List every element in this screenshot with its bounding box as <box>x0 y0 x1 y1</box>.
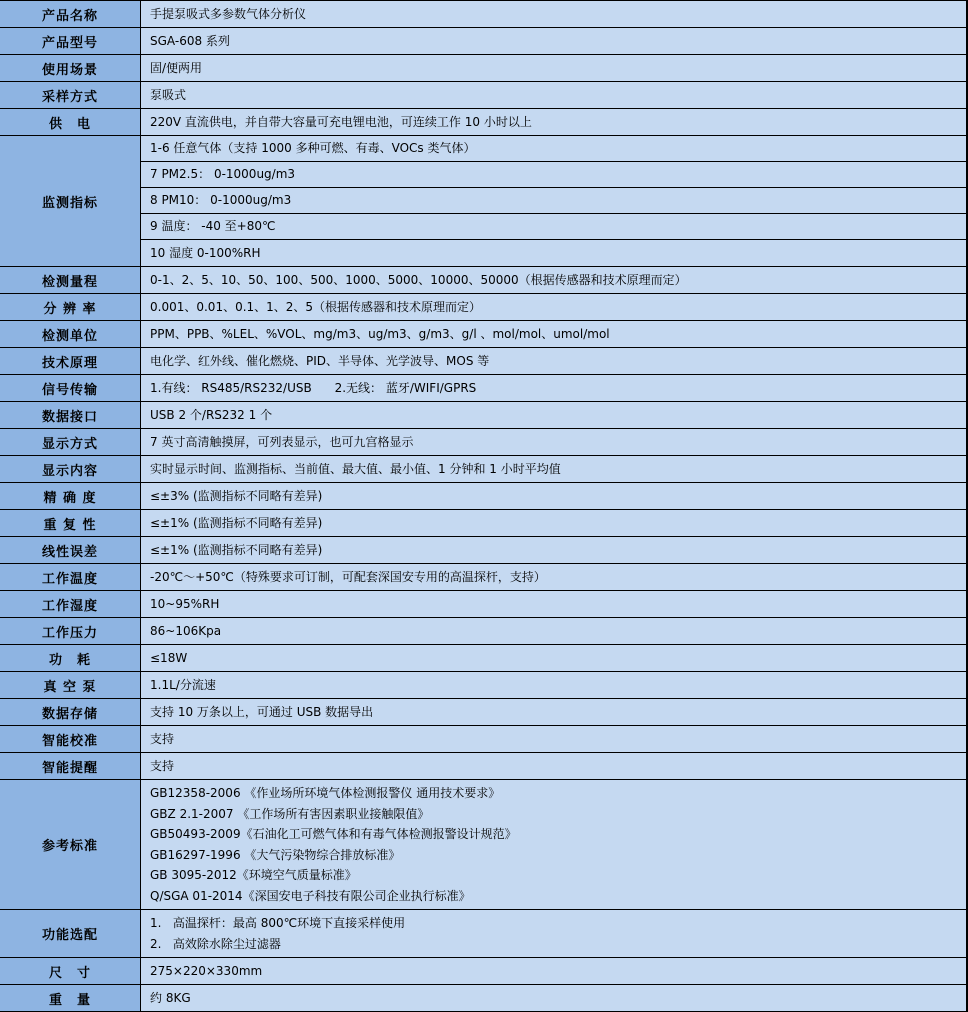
spec-row-values <box>141 780 966 909</box>
spec-value-cell <box>141 699 966 725</box>
spec-value-cell <box>141 136 966 162</box>
spec-value-cell <box>141 1 966 27</box>
spec-row-values <box>141 564 966 590</box>
spec-row-values <box>141 645 966 671</box>
spec-row-label: 数据接口 <box>0 402 141 428</box>
spec-row <box>0 564 966 591</box>
spec-row-label: 精 确 度 <box>0 483 141 509</box>
spec-value-line: 8 PM10： 0-1000ug/m3 <box>150 193 292 208</box>
spec-row-values <box>141 136 966 266</box>
spec-value-line: 10 湿度 0-100%RH <box>150 245 261 260</box>
spec-value-line: 2. 高效除水除尘过滤器 <box>150 936 281 951</box>
spec-value-cell <box>141 910 966 957</box>
spec-row-values <box>141 348 966 374</box>
spec-value-cell <box>141 564 966 590</box>
spec-row-label: 重 复 性 <box>0 510 141 536</box>
spec-value-line: 10~95%RH <box>150 596 220 611</box>
spec-row <box>0 55 966 82</box>
spec-value-line: 手提泵吸式多参数气体分析仪 <box>150 6 307 21</box>
spec-value-cell <box>141 780 966 909</box>
spec-row-label: 供 电 <box>0 109 141 135</box>
spec-row <box>0 780 966 910</box>
spec-value-line: ≤±1% (监测指标不同略有差异) <box>150 515 323 530</box>
spec-row-label: 数据存储 <box>0 699 141 725</box>
spec-row-label: 真 空 泵 <box>0 672 141 698</box>
spec-row <box>0 645 966 672</box>
spec-value-line: 0-1、2、5、10、50、100、500、1000、5000、10000、50000（根据传感器和技术原理而定） <box>150 272 687 287</box>
spec-value-cell <box>141 510 966 536</box>
spec-row-values <box>141 321 966 347</box>
spec-row <box>0 28 966 55</box>
spec-value-line: GB12358-2006 《作业场所环境气体检测报警仪 通用技术要求》 <box>150 786 501 800</box>
spec-value-cell <box>141 321 966 347</box>
spec-row-label: 分 辨 率 <box>0 294 141 320</box>
spec-row-label: 线性误差 <box>0 537 141 563</box>
spec-row <box>0 537 966 564</box>
spec-value-cell <box>141 456 966 482</box>
spec-value-cell <box>141 188 966 214</box>
spec-row <box>0 136 966 267</box>
spec-row-label: 尺 寸 <box>0 958 141 984</box>
spec-value-cell <box>141 162 966 188</box>
spec-value-line: 1.1L/分流速 <box>150 677 216 692</box>
spec-value-cell <box>141 240 966 266</box>
spec-value-line: ≤±3% (监测指标不同略有差异) <box>150 488 323 503</box>
spec-row <box>0 483 966 510</box>
spec-row-label: 功 耗 <box>0 645 141 671</box>
spec-value-cell <box>141 375 966 401</box>
spec-value-line: 支持 10 万条以上，可通过 USB 数据导出 <box>150 704 374 719</box>
spec-row-values <box>141 726 966 752</box>
spec-value-cell <box>141 55 966 81</box>
spec-row-label: 检测单位 <box>0 321 141 347</box>
spec-row-values <box>141 699 966 725</box>
spec-row <box>0 456 966 483</box>
spec-row-label: 使用场景 <box>0 55 141 81</box>
spec-row-values <box>141 618 966 644</box>
spec-value-line: PPM、PPB、%LEL、%VOL、mg/m3、ug/m3、g/m3、g/l 、mol/mol、umol/mol <box>150 326 610 341</box>
spec-row-label: 工作压力 <box>0 618 141 644</box>
spec-row-label: 工作温度 <box>0 564 141 590</box>
spec-row-label: 显示内容 <box>0 456 141 482</box>
spec-value-line: ≤±1% (监测指标不同略有差异) <box>150 542 323 557</box>
spec-value-line: 9 温度： -40 至+80℃ <box>150 219 276 234</box>
spec-row <box>0 753 966 780</box>
spec-row <box>0 672 966 699</box>
spec-row-values <box>141 958 966 984</box>
spec-value-line: 实时显示时间、监测指标、当前值、最大值、最小值、1 分钟和 1 小时平均值 <box>150 461 561 476</box>
spec-value-cell <box>141 645 966 671</box>
spec-value-line: Q/SGA 01-2014《深国安电子科技有限公司企业执行标准》 <box>150 888 471 903</box>
spec-value-cell <box>141 82 966 108</box>
spec-value-cell <box>141 985 966 1011</box>
spec-row <box>0 348 966 375</box>
spec-row <box>0 429 966 456</box>
spec-value-cell <box>141 402 966 428</box>
spec-row-values <box>141 28 966 54</box>
spec-row <box>0 402 966 429</box>
spec-row-label: 产品型号 <box>0 28 141 54</box>
spec-row <box>0 726 966 753</box>
spec-value-cell <box>141 672 966 698</box>
spec-row-values <box>141 109 966 135</box>
spec-value-line: USB 2 个/RS232 1 个 <box>150 407 273 422</box>
spec-row <box>0 591 966 618</box>
spec-row-values <box>141 375 966 401</box>
spec-value-line: 86~106Kpa <box>150 623 222 638</box>
spec-row <box>0 958 966 985</box>
spec-row-values <box>141 294 966 320</box>
spec-row <box>0 375 966 402</box>
spec-row-label: 信号传输 <box>0 375 141 401</box>
spec-value-line: ≤18W <box>150 650 188 665</box>
spec-row-label: 检测量程 <box>0 267 141 293</box>
spec-row-label: 工作湿度 <box>0 591 141 617</box>
spec-value-cell <box>141 958 966 984</box>
spec-value-line: 支持 <box>150 731 175 746</box>
spec-row <box>0 699 966 726</box>
spec-value-line: 约 8KG <box>150 990 191 1005</box>
spec-value-line: 7 PM2.5： 0-1000ug/m3 <box>150 167 296 182</box>
spec-value-line: GB16297-1996 《大气污染物综合排放标准》 <box>150 847 401 862</box>
spec-value-line: 泵吸式 <box>150 87 187 102</box>
spec-row-label: 技术原理 <box>0 348 141 374</box>
spec-row <box>0 267 966 294</box>
spec-row-values <box>141 456 966 482</box>
spec-row <box>0 1 966 28</box>
spec-row-values <box>141 82 966 108</box>
spec-value-line: 1. 高温探杆：最高 800℃环境下直接采样使用 <box>150 916 406 930</box>
spec-value-line: 275×220×330mm <box>150 963 263 978</box>
spec-value-cell <box>141 28 966 54</box>
spec-value-cell <box>141 214 966 240</box>
spec-value-line: 7 英寸高清触摸屏，可列表显示，也可九宫格显示 <box>150 434 414 449</box>
spec-value-cell <box>141 429 966 455</box>
spec-row-values <box>141 910 966 957</box>
spec-row-label: 采样方式 <box>0 82 141 108</box>
spec-value-cell <box>141 591 966 617</box>
spec-value-line: 0.001、0.01、0.1、1、2、5（根据传感器和技术原理而定） <box>150 299 482 314</box>
spec-value-cell <box>141 294 966 320</box>
spec-value-cell <box>141 726 966 752</box>
spec-value-line: GBZ 2.1-2007 《工作场所有害因素职业接触限值》 <box>150 806 430 821</box>
spec-row <box>0 82 966 109</box>
spec-row <box>0 510 966 537</box>
spec-row-values <box>141 55 966 81</box>
spec-row-values <box>141 483 966 509</box>
spec-value-cell <box>141 109 966 135</box>
spec-value-cell <box>141 348 966 374</box>
spec-row-values <box>141 753 966 779</box>
spec-row <box>0 618 966 645</box>
spec-value-line: GB 3095-2012《环境空气质量标准》 <box>150 868 357 882</box>
spec-value-line: 1-6 任意气体（支持 1000 多种可燃、有毒、VOCs 类气体） <box>150 141 476 156</box>
spec-row <box>0 294 966 321</box>
spec-row-label: 智能提醒 <box>0 753 141 779</box>
spec-row-values <box>141 591 966 617</box>
spec-value-cell <box>141 618 966 644</box>
spec-value-cell <box>141 753 966 779</box>
spec-value-line: SGA-608 系列 <box>150 33 230 48</box>
spec-row-values <box>141 672 966 698</box>
spec-value-cell <box>141 267 966 293</box>
spec-value-line: -20℃～+50℃（特殊要求可订制，可配套深国安专用的高温探杆，支持） <box>150 569 546 584</box>
spec-value-line: 支持 <box>150 758 175 773</box>
spec-row-label: 重 量 <box>0 985 141 1011</box>
spec-row-values <box>141 1 966 27</box>
spec-row <box>0 910 966 958</box>
spec-row-label: 监测指标 <box>0 136 141 266</box>
spec-row-values <box>141 537 966 563</box>
spec-row-label: 参考标准 <box>0 780 141 909</box>
spec-value-cell <box>141 537 966 563</box>
spec-row-values <box>141 267 966 293</box>
spec-row-label: 智能校准 <box>0 726 141 752</box>
spec-row-label: 产品名称 <box>0 1 141 27</box>
spec-value-line: 1.有线： RS485/RS232/USB 2.无线： 蓝牙/WIFI/GPRS <box>150 380 477 395</box>
spec-row-label: 显示方式 <box>0 429 141 455</box>
spec-row <box>0 985 966 1012</box>
spec-value-cell <box>141 483 966 509</box>
spec-value-line: 固/便两用 <box>150 60 203 75</box>
spec-value-line: 电化学、红外线、催化燃烧、PID、半导体、光学波导、MOS 等 <box>150 353 490 368</box>
spec-row-label: 功能选配 <box>0 910 141 957</box>
spec-row <box>0 321 966 348</box>
spec-value-line: GB50493-2009《石油化工可燃气体和有毒气体检测报警设计规范》 <box>150 827 517 841</box>
spec-row-values <box>141 429 966 455</box>
spec-value-line: 220V 直流供电，并自带大容量可充电锂电池，可连续工作 10 小时以上 <box>150 114 532 129</box>
spec-row-values <box>141 402 966 428</box>
spec-row <box>0 109 966 136</box>
spec-row-values <box>141 510 966 536</box>
spec-row-values <box>141 985 966 1011</box>
